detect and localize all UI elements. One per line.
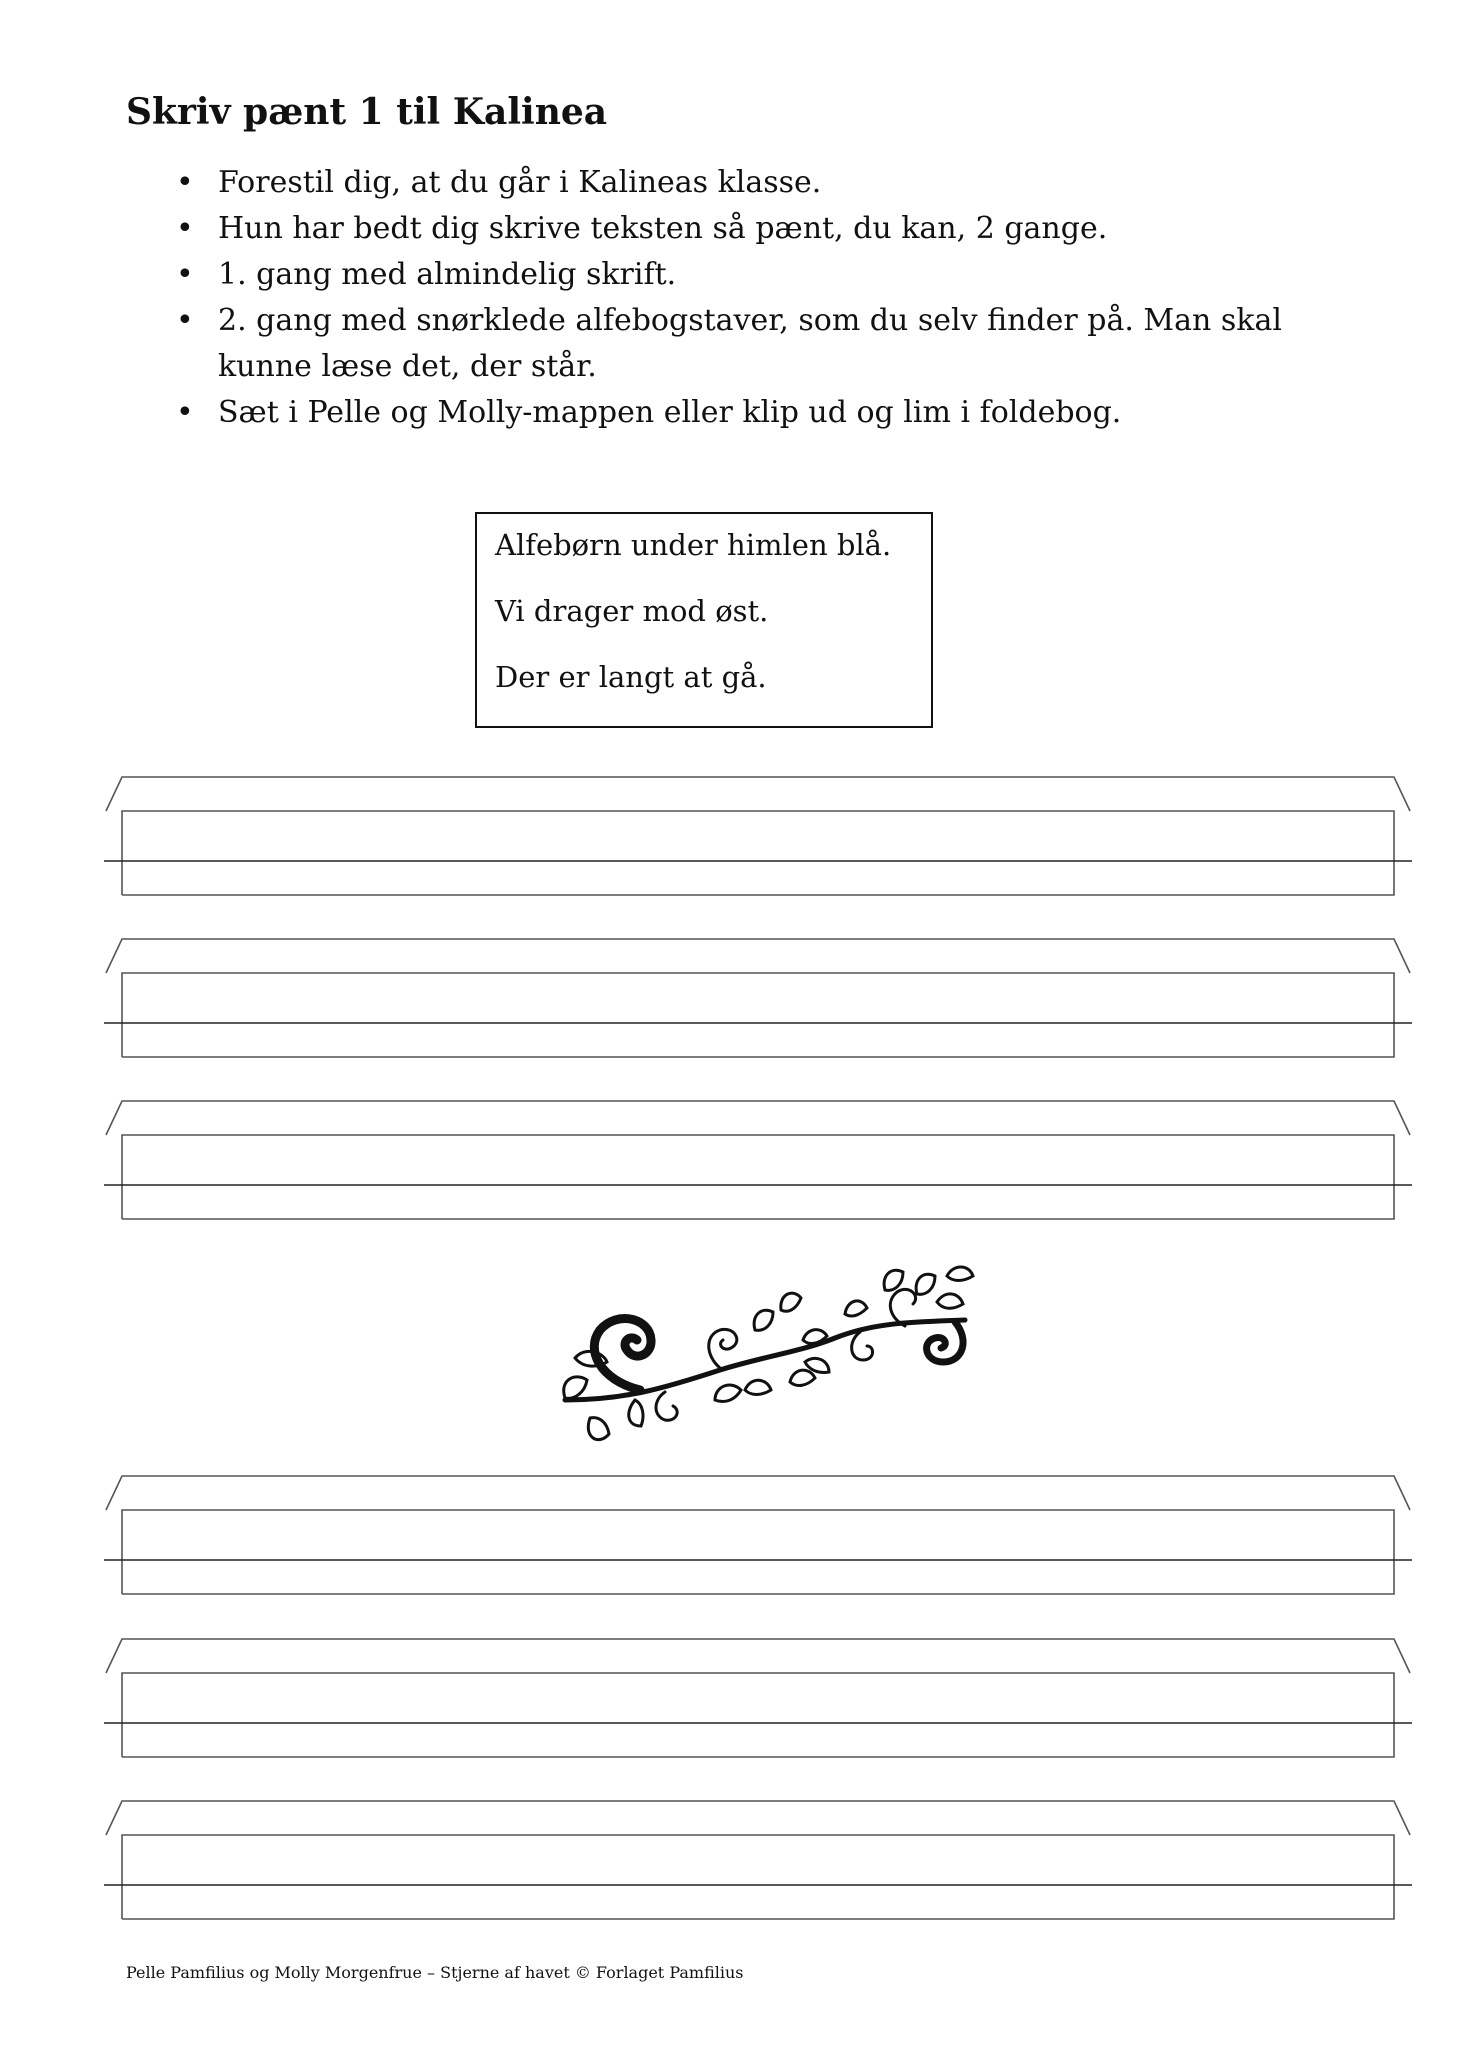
- page-title: Skriv pænt 1 til Kalinea: [126, 91, 608, 133]
- handwriting-line-set[interactable]: [104, 775, 1414, 901]
- poem-line: Der er langt at gå.: [495, 660, 767, 694]
- bullet-icon: •: [176, 395, 194, 430]
- handwriting-line-set[interactable]: [104, 1799, 1414, 1925]
- instruction-text: Sæt i Pelle og Molly-mappen eller klip ud og lim i foldebog.: [218, 395, 1122, 430]
- bullet-icon: •: [176, 165, 194, 200]
- page-footer: Pelle Pamfilius og Molly Morgenfrue – Stjerne af havet © Forlaget Pamfilius: [126, 1963, 744, 1982]
- instruction-item: [176, 390, 1376, 436]
- instruction-item: [176, 206, 1376, 252]
- handwriting-line-set[interactable]: [104, 1474, 1414, 1600]
- instruction-text: Hun har bedt dig skrive teksten så pænt, du kan, 2 gange.: [218, 211, 1108, 246]
- bullet-icon: •: [176, 211, 194, 246]
- instruction-text: 1. gang med almindelig skrift.: [218, 257, 677, 292]
- poem-box: [475, 512, 933, 728]
- leafy-vine-ornament-icon: [545, 1250, 985, 1450]
- bullet-icon: •: [176, 257, 194, 292]
- handwriting-line-set[interactable]: [104, 1637, 1414, 1763]
- instruction-item: [176, 298, 1376, 390]
- handwriting-line-set[interactable]: [104, 937, 1414, 1063]
- instruction-list: [176, 160, 1376, 436]
- instruction-text: 2. gang med snørklede alfebogstaver, som du selv finder på. Man skal kunne læse det, der står.: [218, 303, 1282, 384]
- poem-line: Alfebørn under himlen blå.: [495, 528, 892, 562]
- poem-line: Vi drager mod øst.: [495, 594, 769, 628]
- handwriting-line-set[interactable]: [104, 1099, 1414, 1225]
- instruction-item: [176, 252, 1376, 298]
- instruction-text: Forestil dig, at du går i Kalineas klasse.: [218, 165, 822, 200]
- bullet-icon: •: [176, 303, 194, 338]
- instruction-item: [176, 160, 1376, 206]
